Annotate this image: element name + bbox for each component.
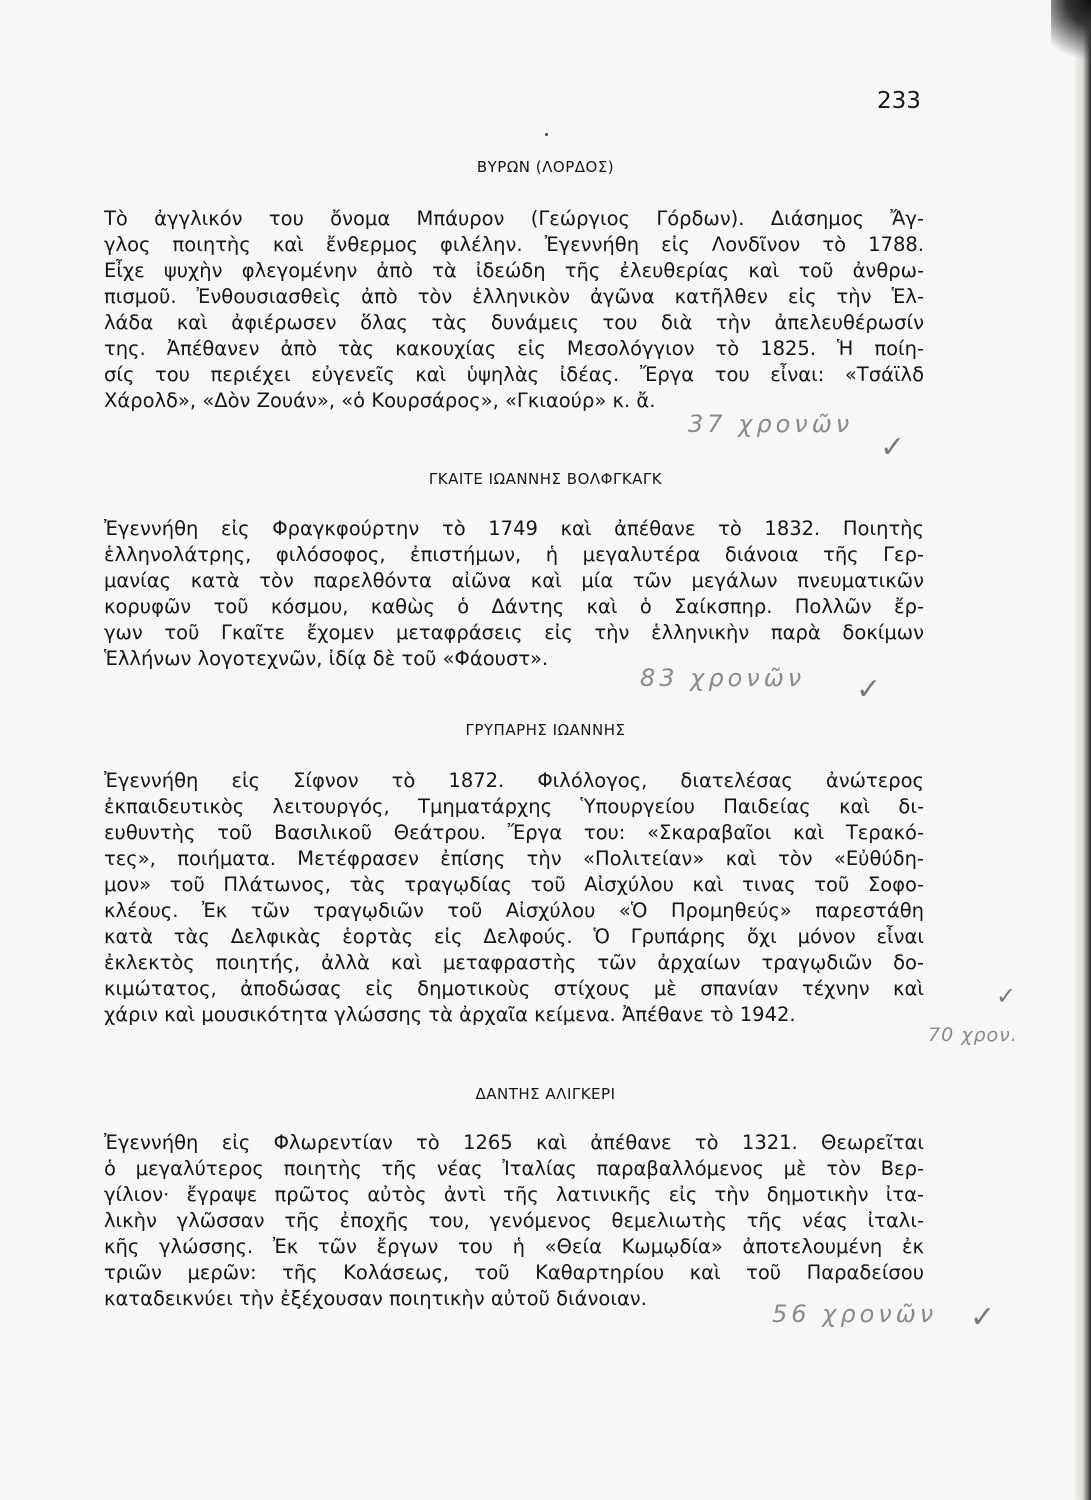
- text-line: μανίας κατὰ τὸν παρελθόντα αἰῶνα καὶ μία τῶν μεγάλων πνευματικῶν: [104, 569, 924, 592]
- section-heading-gryparis: ΓΡΥΠΑΡΗΣ ΙΩΑΝΝΗΣ: [465, 721, 626, 739]
- text-line: καταδεικνύει τὴν ἐξέχουσαν ποιητικὴν αὐτοῦ διάνοιαν.: [104, 1287, 647, 1310]
- handwritten-note-dante: 56 χρονῶν: [772, 1300, 938, 1328]
- section-heading-byron: ΒΥΡΩΝ (ΛΟΡΔΟΣ): [476, 158, 615, 176]
- text-line: ἐκλεκτὸς ποιητής, ἀλλὰ καὶ μεταφραστὴς τῶν ἀρχαίων τραγῳδιῶν δο-: [104, 951, 924, 974]
- text-line: Ἑλλήνων λογοτεχνῶν, ἰδίᾳ δὲ τοῦ «Φάουστ».: [104, 647, 549, 670]
- handwritten-note-byron: 37 χρονῶν: [688, 410, 854, 438]
- text-line: Ἐγεννήθη εἰς Φραγκφούρτην τὸ 1749 καὶ ἀπέθανε τὸ 1832. Ποιητὴς: [104, 517, 924, 540]
- text-line: ὁ μεγαλύτερος ποιητὴς τῆς νέας Ἰταλίας παραβαλλόμενος μὲ τὸν Βερ-: [104, 1157, 924, 1180]
- text-line: λάδα καὶ ἀφιέρωσεν ὅλας τὰς δυνάμεις του διὰ τὴν ἀπελευθέρωσίν: [104, 311, 924, 334]
- text-line: μον» τοῦ Πλάτωνος, τὰς τραγῳδίας τοῦ Αἰσχύλου καὶ τινας τοῦ Σοφο-: [104, 873, 924, 896]
- section-heading-goethe: ΓΚΑΙΤΕ ΙΩΑΝΝΗΣ ΒΟΛΦΓΚΑΓΚ: [428, 470, 663, 488]
- checkmark-icon: ✓: [880, 430, 906, 465]
- text-line: τριῶν μερῶν: τῆς Κολάσεως, τοῦ Καθαρτηρίου καὶ τοῦ Παραδείσου: [104, 1261, 924, 1284]
- section-body-goethe: [104, 516, 924, 672]
- text-line: κορυφῶν τοῦ κόσμου, καθὼς ὁ Δάντης καὶ ὁ Σαίκσπηρ. Πολλῶν ἔρ-: [104, 595, 924, 618]
- speck: [545, 133, 548, 136]
- corner-shadow: [1051, 0, 1091, 70]
- text-line: Ἐγεννήθη εἰς Σίφνον τὸ 1872. Φιλόλογος, διατελέσας ἀνώτερος: [104, 769, 924, 792]
- text-line: Χάρολδ», «Δὸν Ζουάν», «ὁ Κουρσάρος», «Γκιαούρ» κ. ἄ.: [104, 389, 656, 412]
- handwritten-note-goethe: 83 χρονῶν: [640, 664, 806, 692]
- section-body-dante: [104, 1130, 924, 1312]
- text-line: κῆς γλώσσης. Ἐκ τῶν ἔργων του ἡ «Θεία Κωμῳδία» ἀποτελουμένη ἐκ: [104, 1235, 924, 1258]
- text-line: κλέους. Ἐκ τῶν τραγῳδιῶν τοῦ Αἰσχύλου «Ὁ Προμηθεύς» παρεστάθη: [104, 899, 924, 922]
- text-line: λικὴν γλῶσσαν τῆς ἐποχῆς του, γενόμενος θεμελιωτὴς τῆς νέας ἰταλι-: [104, 1209, 924, 1232]
- text-line: Εἶχε ψυχὴν φλεγομένην ἀπὸ τὰ ἰδεώδη τῆς ἐλευθερίας καὶ τοῦ ἀνθρω-: [104, 259, 924, 282]
- section-heading-dante: ΔΑΝΤΗΣ ΑΛΙΓΚΕΡΙ: [475, 1085, 616, 1103]
- section-body-byron: [104, 206, 924, 414]
- text-line: ἑλληνολάτρης, φιλόσοφος, ἐπιστήμων, ἡ μεγαλυτέρα διάνοια τῆς Γερ-: [104, 543, 924, 566]
- text-line: σίς του περιέχει εὐγενεῖς καὶ ὑψηλὰς ἰδέας. Ἔργα του εἶναι: «Τσάϊλδ: [104, 363, 924, 386]
- page-number: 233: [877, 88, 921, 114]
- page-edge: [1073, 0, 1091, 1500]
- text-line: χάριν καὶ μουσικότητα γλώσσης τὰ ἀρχαῖα κείμενα. Ἀπέθανε τὸ 1942.: [104, 1003, 796, 1026]
- text-line: της. Ἀπέθανεν ἀπὸ τὰς κακουχίας εἰς Μεσολόγγιον τὸ 1825. Ἡ ποίη-: [104, 337, 924, 360]
- checkmark-icon: ✓: [856, 672, 882, 707]
- text-line: ευθυντὴς τοῦ Βασιλικοῦ Θεάτρου. Ἔργα του: «Σκαραβαῖοι καὶ Τερακό-: [104, 821, 924, 844]
- text-line: κιμώτατος, ἀποδώσας εἰς δημοτικοὺς στίχους μὲ σπανίαν τέχνην καὶ: [104, 977, 924, 1000]
- section-body-gryparis: [104, 768, 924, 1028]
- text-line: τες», ποιήματα. Μετέφρασεν ἐπίσης τὴν «Πολιτείαν» καὶ τὸν «Εὐθύδη-: [104, 847, 924, 870]
- text-line: ἐκπαιδευτικὸς λειτουργός, Τμηματάρχης Ὑπουργείου Παιδείας καὶ δι-: [104, 795, 924, 818]
- text-line: Ἐγεννήθη εἰς Φλωρεντίαν τὸ 1265 καὶ ἀπέθανε τὸ 1321. Θεωρεῖται: [104, 1131, 924, 1154]
- handwritten-note-gryparis: 70 χρον.: [928, 1024, 1018, 1046]
- text-line: γων τοῦ Γκαῖτε ἔχομεν μεταφράσεις εἰς τὴν ἑλληνικὴν παρὰ δοκίμων: [104, 621, 924, 644]
- text-line: γίλιον· ἔγραψε πρῶτος αὐτὸς ἀντὶ τῆς λατινικῆς εἰς τὴν δημοτικὴν ἰτα-: [104, 1183, 924, 1206]
- text-line: κατὰ τὰς Δελφικὰς ἑορτὰς εἰς Δελφούς. Ὁ Γρυπάρης ὄχι μόνον εἶναι: [104, 925, 924, 948]
- text-line: πισμοῦ. Ἐνθουσιασθεὶς ἀπὸ τὸν ἑλληνικὸν ἀγῶνα κατῆλθεν εἰς τὴν Ἑλ-: [104, 285, 924, 308]
- text-line: γλος ποιητὴς καὶ ἔνθερμος φιλέλην. Ἐγεννήθη εἰς Λονδῖνον τὸ 1788.: [104, 233, 924, 256]
- checkmark-icon: ✓: [996, 982, 1017, 1010]
- checkmark-icon: ✓: [970, 1300, 996, 1335]
- text-line: Τὸ ἀγγλικόν του ὄνομα Μπάυρον (Γεώργιος Γόρδων). Διάσημος Ἄγ-: [104, 207, 924, 230]
